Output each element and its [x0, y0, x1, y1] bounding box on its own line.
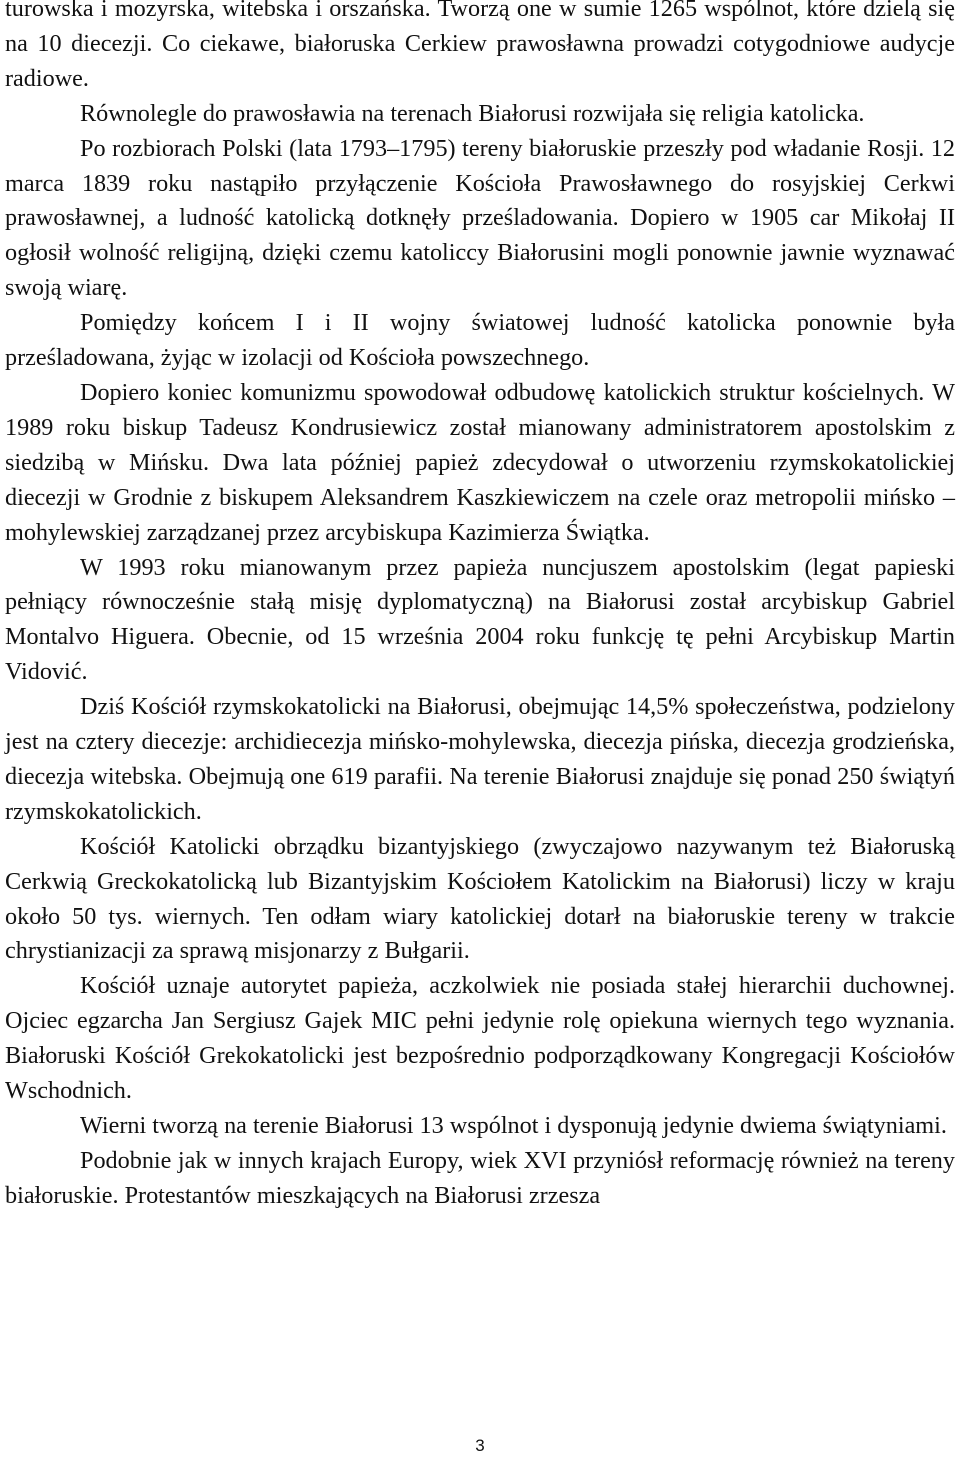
- paragraph-byzantine-rite: Kościół Katolicki obrządku bizantyjskiego (zwyczajowo nazywanym też Białoruską Cerkwią Greckokatolicką lub Bizantyjskim Kościołem Katolickim na Białorusi) liczy w kraju około 50 tys. wiernych. Ten odłam wiary katolickiej dotarł na białoruskie tereny w trakcie chrystianizacji za sprawą misjonarzy z Bułgarii.: [5, 832, 955, 965]
- paragraph-nuncio: W 1993 roku mianowanym przez papieża nuncjuszem apostolskim (legat papieski pełniący równocześnie stałą misję dyplomatyczną) na Białorusi został arcybiskup Gabriel Montalvo Higuera. Obecnie, od 15 września 2004 roku funkcję tę pełni Arcybiskup Martin Vidović.: [5, 553, 955, 686]
- paragraph-catholicism-intro: Równolegle do prawosławia na terenach Białorusi rozwijała się religia katolicka.: [80, 99, 865, 127]
- paragraph-partitions: Po rozbiorach Polski (lata 1793–1795) tereny białoruskie przeszły pod władanie Rosji. 12 marca 1839 roku nastąpiło przyłączenie Kościoła Prawosławnego do rosyjskiej Cerkwi prawosławnej, a ludność katolicką dotknęły prześladowania. Dopiero w 1905 car Mikołaj II ogłosił wolność religijną, dzięki czemu katoliccy Białorusini mogli ponownie jawnie wyznawać swoją wiarę.: [5, 134, 955, 302]
- paragraph-dioceses: Dziś Kościół rzymskokatolicki na Białorusi, obejmując 14,5% społeczeństwa, podzielony jest na cztery diecezje: archidiecezja mińsko-mohylewska, diecezja pińska, diecezja grodzieńska, diecezja witebska. Obejmują one 619 parafii. Na terenie Białorusi znajduje się ponad 250 świątyń rzymskokatolickich.: [5, 693, 955, 825]
- paragraph-continuation: turowska i mozyrska, witebska i orszańska. Tworzą one w sumie 1265 wspólnot, które dzielą się na 10 diecezji. Co ciekawe, białoruska Cerkiew prawosławna prowadzi cotygodniowe audycje radiowe.: [5, 0, 955, 92]
- paragraph-communities: Wierni tworzą na terenie Białorusi 13 wspólnot i dysponują jedynie dwiema świątyniami.: [80, 1112, 947, 1139]
- body-text: [5, 0, 955, 1214]
- paragraph-post-communism: Dopiero koniec komunizmu spowodował odbudowę katolickich struktur kościelnych. W 1989 roku biskup Tadeusz Kondrusiewicz został mianowany administratorem apostolskim z siedzibą w Mińsku. Dwa lata później papież zdecydował o utworzeniu rzymskokatolickiej diecezji w Grodnie z biskupem Aleksandrem Kaszkiewiczem na czele oraz metropolii mińsko – mohylewskiej zarządzanej przez arcybiskupa Kazimierza Świątka.: [5, 378, 955, 546]
- paragraph-reformation: Podobnie jak w innych krajach Europy, wiek XVI przyniósł reformację również na tereny białoruskie. Protestantów mieszkających na Białorusi zrzesza: [5, 1146, 955, 1209]
- paragraph-hierarchy: Kościół uznaje autorytet papieża, aczkolwiek nie posiada stałej hierarchii duchownej. Ojciec egzarcha Jan Sergiusz Gajek MIC pełni jedynie rolę opiekuna wiernych tego wyznania. Białoruski Kościół Grekokatolicki jest bezpośrednio podporządkowany Kongregacji Kościołów Wschodnich.: [5, 972, 955, 1105]
- paragraph-interwar: Pomiędzy końcem I i II wojny światowej ludność katolicka ponownie była prześladowana, żyjąc w izolacji od Kościoła powszechnego.: [5, 309, 955, 372]
- page-number: 3: [475, 1436, 485, 1455]
